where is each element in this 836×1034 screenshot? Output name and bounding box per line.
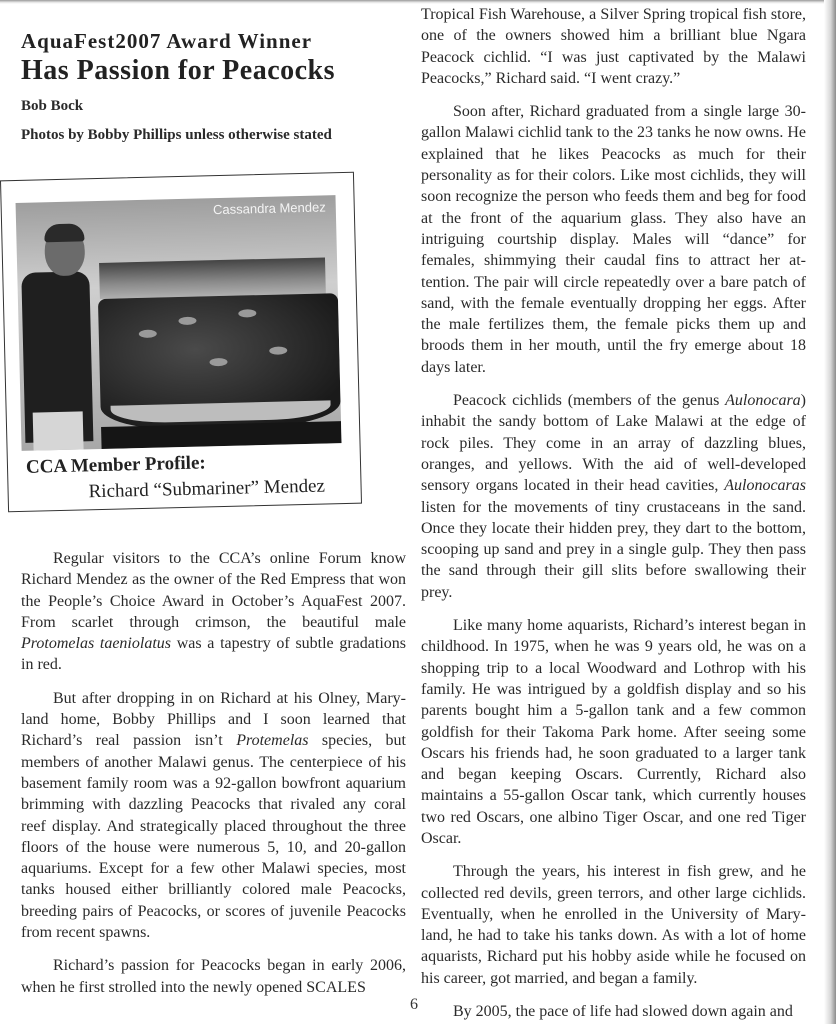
article-header (21, 28, 406, 145)
photo-credit: Cassandra Mendez (212, 199, 326, 218)
photo-credit-line: Photos by Bobby Phillips unless otherwise stated (21, 127, 332, 143)
article-kicker: AquaFest2007 Award Winner (21, 29, 313, 53)
right-column-body (421, 4, 806, 1034)
aquarium-photo (16, 195, 342, 451)
person-legs (33, 411, 84, 451)
paragraph: Through the years, his interest in fish grew, and he collected red devils, green terrors, and other large cichlids. Eventually, when he enrolled in the University of Maryland, he had to take his tanks down. As with a lot of home aquarists, Richard put his hobby aside while he focused on his career, got married, and began a family. (421, 863, 806, 987)
paragraph: Peacock cichlids (members of the genus Aulonocara) inhabit the sandy bottom of Lake Malawi at the edge of rock piles. They come in an array of dazzling blues, oranges, and yellows. With the aid of well-developed sensory organs located in their head cavities, Aulonocaras listen for the movements of tiny crustaceans in the sand. Once they locate their hidden prey, they dart to the bottom, scooping up sand and prey in a single gulp. They then pass the sand through their gill slits before swallowing their prey. (421, 392, 806, 601)
member-profile-photo-box (0, 172, 362, 513)
paragraph: Like many home aquarists, Richard’s interest began in childhood. In 1975, when he was 9 years old, he was on a shopping trip to a local Woodward and Lothrop with his family. He was intrigued by a goldfish display and so his parents bought him a 5-gallon tank and a few common goldfish for their Takoma Park home. After seeing some Oscars his friends had, he soon graduated to a larger tank and began keeping Oscars. Currently, Richard also maintains a 55-gallon Oscar tank, which currently houses two red Oscars, one albino Tiger Oscar, and one red Tiger Oscar. (421, 617, 806, 847)
left-column-body (21, 548, 406, 1010)
paragraph-continued: Tropical Fish Warehouse, a Silver Spring tropical fish store, one of the owners showed him a brilliant blue Ngara Peacock cichlid. “I was just captivated by the Malawi Peacocks,” Richard said. “I went crazy.” (421, 6, 806, 87)
page-number: 6 (410, 996, 418, 1013)
paragraph: Richard’s passion for Peacocks began in early 2006, when he first strolled into the newly opened SCALES (21, 957, 406, 996)
article-headline: Has Passion for Peacocks (21, 55, 336, 86)
paragraph: By 2005, the pace of life had slowed down again and (453, 1003, 793, 1021)
paragraph: Regular visitors to the CCA’s online Forum know Richard Mendez as the owner of the Red Empress that won the People’s Choice Award in October’s AquaFest 2007. From scarlet through crimson, the beautiful male Protomelas taeniolatus was a tapestry of subtle gradations in red. (21, 550, 407, 674)
person-hair (44, 223, 84, 242)
author-byline: Bob Bock (21, 98, 84, 114)
tank-hood (99, 257, 326, 299)
profile-caption-title: CCA Member Profile: (25, 452, 206, 478)
page-gutter-shadow (824, 0, 836, 1024)
tank-stand (101, 421, 341, 449)
profile-caption-name: Richard “Submariner” Mendez (88, 475, 326, 503)
paragraph: Soon after, Richard graduated from a single large 30-gallon Malawi cichlid tank to the 23 tanks he now owns. He explained that he likes Peacocks as much for their personality as for their colors. Like most cichlids, they will soon recognize the person who feeds them and beg for food at the front of the aquarium glass. They also have an intriguing courtship display. Males will “dance” for females, shimmying their caudal fins to attract her attention. The pair will circle repeatedly over a bare patch of sand, with the female eventually dropping her eggs. After the male fertilizes them, the female picks them up and broods them in her mouth, until the fry emerge about 18 days later. (421, 103, 806, 376)
paragraph: But after dropping in on Richard at his Olney, Maryland home, Bobby Phillips and I soon learned that Richard’s real passion isn’t Protemelas species, but members of another Malawi genus. The centerpiece of his basement family room was a 92-gallon bowfront aquarium brimming with dazzling Peacocks that rivaled any coral reef display. And strategically placed throughout the three floors of the house were numerous 5, 10, and 20-gallon aquariums. Except for a few other Malawi species, most tanks housed either brilliantly colored male Peacocks, breeding pairs of Peacocks, or scores of juvenile Peacocks from recent spawns. (21, 689, 407, 942)
